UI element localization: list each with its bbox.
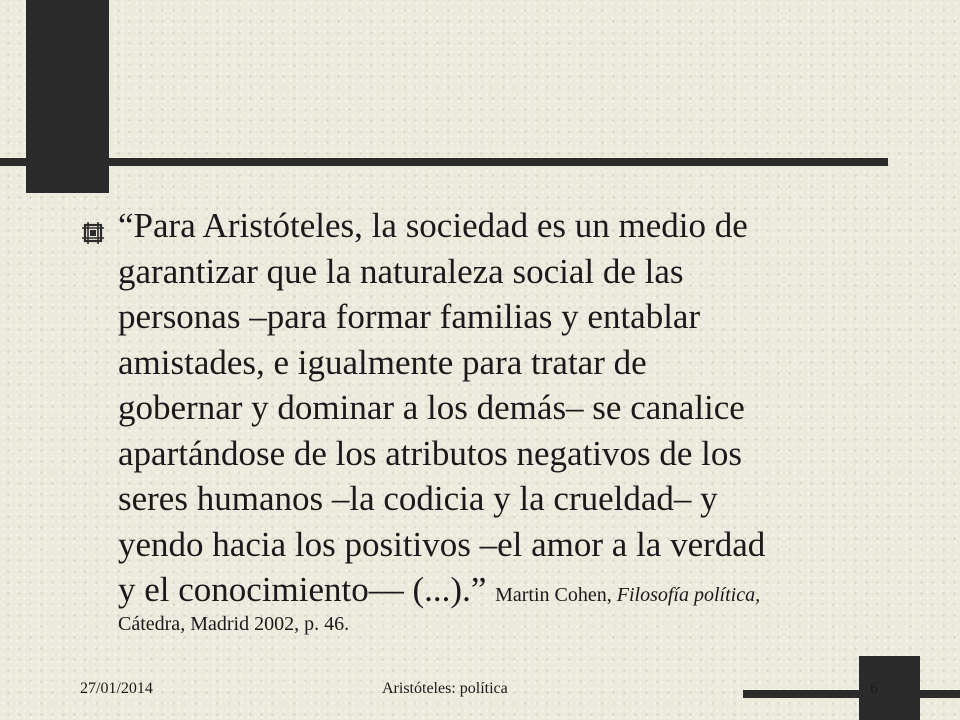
decorative-top-line	[0, 158, 888, 166]
quote-line: seres humanos –la codicia y la crueldad– y	[118, 479, 718, 518]
quote-line: amistades, e igualmente para tratar de	[118, 342, 647, 382]
quote-text	[118, 203, 918, 637]
quote-line: yendo hacia los positivos –el amor a la verdad	[118, 524, 766, 564]
square-bullet-icon	[82, 222, 104, 244]
quote-line: personas –para formar familias y entablar	[118, 297, 701, 336]
quote-line: apartándose de los atributos negativos de los	[118, 433, 743, 473]
quote-line: gobernar y dominar a los demás– se canalice	[118, 388, 745, 427]
citation-author: Martin Cohen,	[495, 584, 612, 606]
quote-line: garantizar que la naturaleza social de las	[118, 251, 684, 291]
citation-publisher: Cátedra, Madrid 2002, p. 46.	[118, 612, 350, 635]
footer-title: Aristóteles: política	[382, 680, 508, 697]
quote-line: y el conocimiento— (...).”	[118, 570, 487, 609]
quote-line: “Para Aristóteles, la sociedad es un medio de	[118, 206, 748, 245]
footer-date: 27/01/2014	[80, 680, 153, 697]
page-number: 6	[870, 680, 878, 697]
decorative-footer-bar	[743, 690, 960, 698]
citation-book-title: Filosofía política,	[616, 584, 761, 606]
